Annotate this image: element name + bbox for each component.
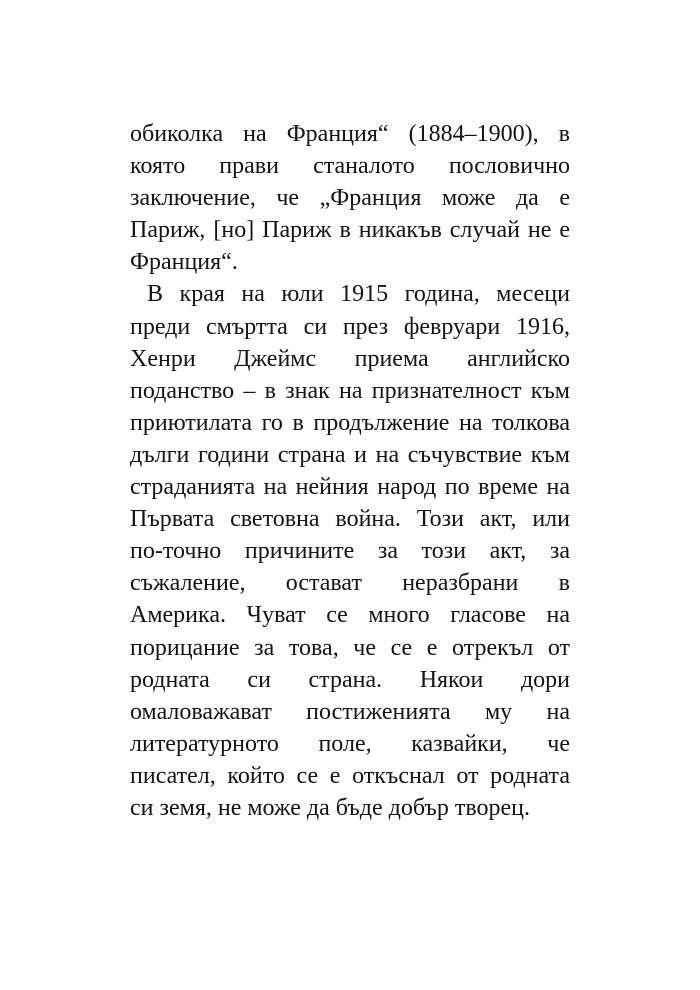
- text-line: обиколка на Франция“ (1884–1900), в: [130, 121, 570, 147]
- text-line: заключение, че „Франция може да е: [130, 185, 570, 212]
- text-line: преди смъртта си през февруари 1916,: [130, 313, 570, 340]
- text-line: Първата световна война. Този акт, или: [130, 506, 570, 533]
- text-line: която прави станалото пословично: [130, 153, 570, 180]
- text-line: В края на юли 1915 година, месеци: [147, 281, 570, 308]
- text-line: писател, който се е откъснал от родната: [130, 762, 570, 789]
- text-line: Париж, [но] Париж в никакъв случай не е: [130, 217, 570, 244]
- text-line: поданство – в знак на признателност към: [130, 377, 570, 404]
- text-line: съжаление, остават неразбрани в: [130, 570, 570, 597]
- text-line: Америка. Чуват се много гласове на: [130, 602, 570, 629]
- text-line: литературното поле, казвайки, че: [130, 730, 570, 757]
- text-line: по-точно причините за този акт, за: [130, 538, 570, 565]
- paragraph-2: [130, 278, 570, 824]
- page-body-text: [130, 118, 570, 824]
- paragraph-1: [130, 118, 570, 278]
- text-line: си земя, не може да бъде добър творец.: [130, 794, 530, 821]
- text-line: Франция“.: [130, 249, 238, 276]
- text-line: порицание за това, че се е отрекъл от: [130, 634, 570, 661]
- text-line: Хенри Джеймс приема английско: [130, 345, 570, 372]
- text-line: страданията на нейния народ по време на: [130, 474, 570, 501]
- text-line: дълги години страна и на съчувствие към: [130, 441, 570, 468]
- text-line: омаловажават постиженията му на: [130, 698, 570, 725]
- text-line: приютилата го в продължение на толкова: [130, 409, 570, 436]
- text-line: родната си страна. Някои дори: [130, 666, 570, 693]
